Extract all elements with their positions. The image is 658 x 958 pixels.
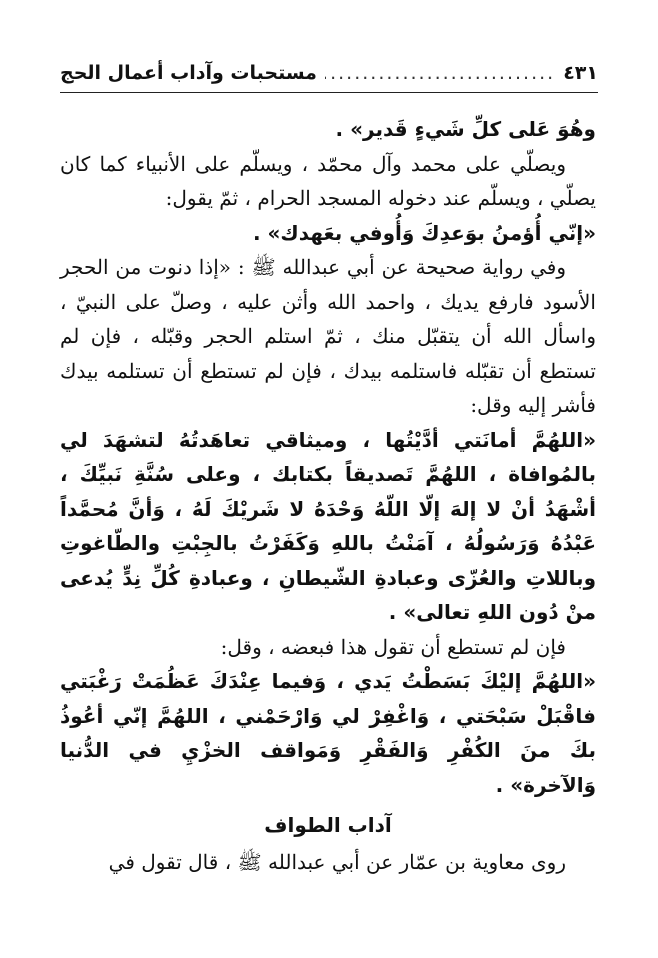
- paragraph-4: وفي رواية صحيحة عن أبي عبدالله ﷺ : «إذا دنوت من الحجر الأسود فارفع يديك ، واحمد الله وأثن عليه ، وصلّ على النبيّ ، واسأل الله أن يتقبّل منك ، ثمّ استلم الحجر وقبّله ، فإن لم تستطع أن تقبّله فاستلمه بيدك ، فإن لم تستطع أن تستلمه بيدك فأشر إليه وقل:: [60, 255, 596, 417]
- paragraph-3: «إنّي أُؤمنُ بوَعدِكَ وَأُوفي بعَهدك» .: [252, 220, 596, 245]
- paragraph-1: وهُوَ عَلى كلِّ شَيءٍ قَدير» .: [335, 117, 596, 141]
- header-rule: [60, 92, 598, 93]
- section-heading: آداب الطواف: [264, 813, 392, 837]
- header-title: مستحبات وآداب أعمال الحج: [60, 62, 317, 84]
- paragraph-2: ويصلّي على محمد وآل محمّد ، ويسلّم على الأنبياء كما كان يصلّي ، ويسلّم عند دخوله المسجد الحرام ، ثمّ يقول:: [60, 151, 596, 210]
- paragraph-5: «اللهُمَّ أمانَتي أدَّيْتُها ، وميثاقي تعاهَدتُهُ لتشهَدَ لي بالمُوافاة ، اللهُمَّ تَصديقاً بكتابك ، وعلى سُنَّةِ نَبيِّكَ ، أشْهَدُ أنْ لا إلهَ إلّا اللّهُ وَحْدَهُ لا شَريْكَ لَهُ ، وَأنَّ مُحمَّداً عَبْدُهُ وَرَسُولُهُ ، آمَنْتُ باللهِ وَكَفَرْتُ بالجِبْتِ والطّاغوتِ وباللاتِ والعُزّى وعبادةِ الشّيطانِ ، وعبادةِ كُلِّ نِدٍّ يُدعى منْ دُون اللهِ تعالى» .: [60, 427, 596, 624]
- paragraph-6: فإن لم تستطع أن تقول هذا فبعضه ، وقل:: [220, 634, 566, 659]
- closing-paragraph: روى معاوية بن عمّار عن أبي عبدالله ﷺ ، قال تقول في: [108, 849, 566, 874]
- running-header: [60, 62, 598, 84]
- header-dot-leader: [325, 62, 555, 84]
- page-number: ٤٣١: [563, 62, 598, 84]
- page-body: [60, 112, 596, 879]
- paragraph-7: «اللهُمَّ إليْكَ بَسَطْتُ يَدي ، وَفيما عِنْدَكَ عَظُمَتْ رَغْبَتي فاقْبَلْ سَبْحَتي ، وَاغْفِرْ لي وَارْحَمْني ، اللهُمَّ إنّي أعُوذُ بكَ منَ الكُفْرِ وَالفَقْرِ وَمَواقف الخزْيِ في الدُّنيا وَالآخرة» .: [60, 669, 596, 797]
